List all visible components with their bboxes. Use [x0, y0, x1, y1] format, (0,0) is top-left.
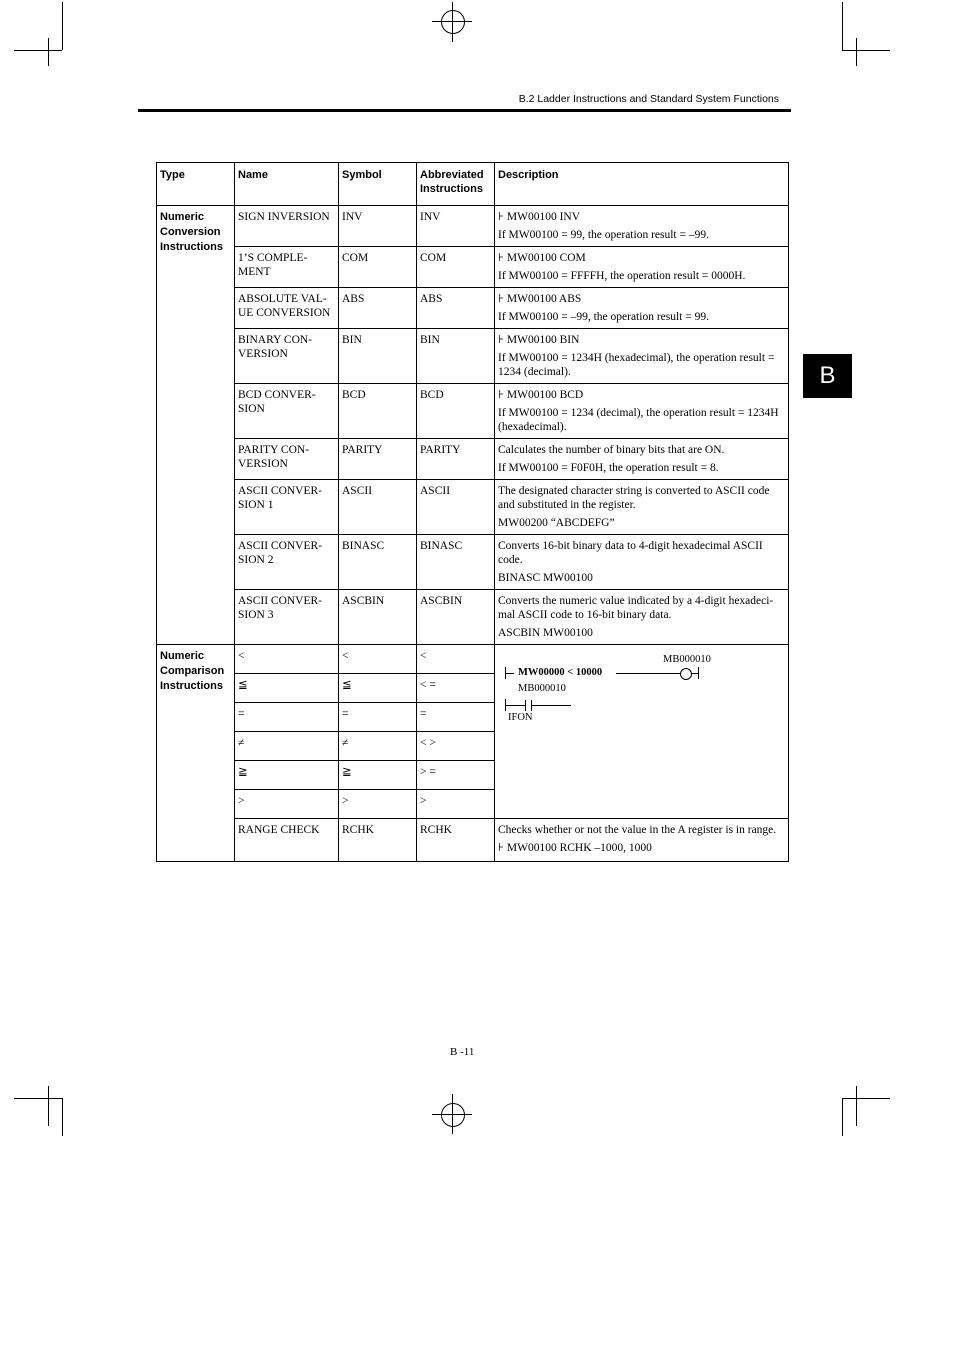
symbol-cell: BIN — [339, 329, 417, 384]
rung-line-2a — [505, 705, 525, 706]
header-rule — [138, 109, 791, 112]
compare-condition: MW00000 < 10000 — [518, 667, 603, 678]
description-line: If MW00100 = 1234 (decimal), the operation result = 1234H (hexadecimal). — [498, 407, 779, 433]
type-cell: Numeric Comparison Instructions — [157, 645, 235, 862]
symbol-cell: INV — [339, 206, 417, 247]
symbol-cell: > — [339, 790, 417, 819]
description-line: The designated character string is converted to ASCII code and substituted in the register. — [498, 485, 770, 511]
name-cell: < — [235, 645, 339, 674]
description-line: If MW00100 = –99, the operation result = 99. — [498, 311, 709, 323]
name-cell: ASCII CONVER-SION 1 — [235, 480, 339, 535]
description-line: Converts 16-bit binary data to 4-digit hexadecimal ASCII code. — [498, 540, 763, 566]
table-row — [157, 590, 789, 645]
registration-mark-bottom — [441, 1103, 465, 1127]
abbr-cell: RCHK — [417, 819, 495, 862]
symbol-cell: PARITY — [339, 439, 417, 480]
symbol-cell: BCD — [339, 384, 417, 439]
rung-line-1c — [691, 673, 698, 674]
abbr-cell: BINASC — [417, 535, 495, 590]
symbol-cell: ASCBIN — [339, 590, 417, 645]
symbol-cell: BINASC — [339, 535, 417, 590]
name-cell: 1’S COMPLE-MENT — [235, 247, 339, 288]
conversion-group — [157, 206, 789, 645]
description-cell — [495, 480, 789, 535]
description-cell — [495, 535, 789, 590]
rung-line-2b — [531, 705, 571, 706]
table-row — [157, 206, 789, 247]
description-line: Converts the numeric value indicated by a 4-digit hexadeci-mal ASCII code to 16-bit binary data. — [498, 595, 774, 621]
name-cell: ASCII CONVER-SION 2 — [235, 535, 339, 590]
symbol-cell: ASCII — [339, 480, 417, 535]
ladder-diagram — [498, 649, 790, 814]
col-header-name: Name — [235, 163, 339, 206]
name-cell: BINARY CON-VERSION — [235, 329, 339, 384]
description-line: ⊦ MW00100 RCHK –1000, 1000 — [498, 842, 652, 854]
table-row — [157, 247, 789, 288]
symbol-cell: ABS — [339, 288, 417, 329]
crop-mark-bl-v2 — [48, 1086, 49, 1126]
table-header-row — [157, 163, 789, 206]
table-row — [157, 384, 789, 439]
description-line: ⊦ MW00100 COM — [498, 252, 586, 264]
description-line: ⊦ MW00100 ABS — [498, 293, 582, 305]
contact-icon-left — [525, 700, 526, 711]
description-line: If MW00100 = F0F0H, the operation result = 8. — [498, 462, 719, 474]
type-cell: Numeric Conversion Instructions — [157, 206, 235, 645]
abbr-cell: PARITY — [417, 439, 495, 480]
description-line: BINASC MW00100 — [498, 572, 593, 584]
name-cell: BCD CONVER-SION — [235, 384, 339, 439]
name-cell: PARITY CON-VERSION — [235, 439, 339, 480]
description-cell — [495, 206, 789, 247]
right-rail-1 — [698, 667, 699, 679]
abbr-cell: = — [417, 703, 495, 732]
coil-label: MB000010 — [663, 654, 711, 665]
table-row — [157, 329, 789, 384]
description-line: ⊦ MW00100 BIN — [498, 334, 580, 346]
name-cell: ≠ — [235, 732, 339, 761]
abbr-cell: > = — [417, 761, 495, 790]
running-header: B.2 Ladder Instructions and Standard System Functions — [518, 93, 779, 105]
description-line: If MW00100 = 99, the operation result = –99. — [498, 229, 709, 241]
rung-line-1a — [505, 673, 514, 674]
abbr-cell: ASCII — [417, 480, 495, 535]
crop-mark-tl-v2 — [48, 38, 49, 66]
table-row — [157, 535, 789, 590]
appendix-tab: B — [803, 354, 852, 398]
symbol-cell: ≧ — [339, 761, 417, 790]
instruction-table — [156, 162, 789, 862]
description-cell — [495, 329, 789, 384]
crop-mark-tl-h — [14, 50, 62, 51]
abbr-cell: COM — [417, 247, 495, 288]
crop-mark-bl-v — [62, 1098, 63, 1136]
crop-mark-tl-v — [62, 2, 63, 50]
ladder-diagram-cell — [495, 645, 789, 819]
symbol-cell: = — [339, 703, 417, 732]
crop-mark-tr-v — [842, 2, 843, 50]
page-number: B -11 — [450, 1046, 475, 1058]
symbol-cell: ≠ — [339, 732, 417, 761]
name-cell: ASCII CONVER-SION 3 — [235, 590, 339, 645]
registration-mark-top-v — [452, 2, 453, 42]
coil-icon — [680, 668, 692, 680]
name-cell: ≦ — [235, 674, 339, 703]
description-line: Calculates the number of binary bits that are ON. — [498, 444, 725, 456]
symbol-cell: RCHK — [339, 819, 417, 862]
comparison-group — [157, 645, 789, 862]
table-row — [157, 439, 789, 480]
symbol-cell: < — [339, 645, 417, 674]
description-cell — [495, 288, 789, 329]
name-cell: = — [235, 703, 339, 732]
description-line: ⊦ MW00100 INV — [498, 211, 581, 223]
abbr-cell: ABS — [417, 288, 495, 329]
abbr-cell: < — [417, 645, 495, 674]
name-cell: ≧ — [235, 761, 339, 790]
name-cell: RANGE CHECK — [235, 819, 339, 862]
description-line: MW00200 “ABCDEFG” — [498, 517, 615, 529]
crop-mark-bl-h — [14, 1098, 62, 1099]
description-cell — [495, 439, 789, 480]
crop-mark-br-v — [842, 1098, 843, 1136]
symbol-cell: COM — [339, 247, 417, 288]
contact-label: MB000010 — [518, 683, 566, 694]
description-cell — [495, 590, 789, 645]
abbr-cell: < = — [417, 674, 495, 703]
crop-mark-tr-h — [842, 50, 890, 51]
col-header-abbr: Abbreviated Instructions — [417, 163, 495, 206]
abbr-cell: ASCBIN — [417, 590, 495, 645]
description-line: If MW00100 = 1234H (hexadecimal), the operation result = 1234 (decimal). — [498, 352, 775, 378]
rung-line-1b — [616, 673, 680, 674]
description-line: ASCBIN MW00100 — [498, 627, 593, 639]
registration-mark-bottom-h — [432, 1114, 472, 1115]
table-row — [157, 480, 789, 535]
table-row — [157, 819, 789, 862]
description-cell — [495, 247, 789, 288]
symbol-cell: ≦ — [339, 674, 417, 703]
col-header-description: Description — [495, 163, 789, 206]
table-row — [157, 288, 789, 329]
table-row — [157, 645, 789, 674]
crop-mark-br-v2 — [856, 1086, 857, 1126]
ifon-label: IFON — [508, 712, 533, 723]
name-cell: ABSOLUTE VAL-UE CONVERSION — [235, 288, 339, 329]
crop-mark-br-h — [842, 1098, 890, 1099]
crop-mark-tr-v2 — [856, 38, 857, 66]
col-header-symbol: Symbol — [339, 163, 417, 206]
abbr-cell: INV — [417, 206, 495, 247]
registration-mark-top-h — [432, 21, 472, 22]
name-cell: > — [235, 790, 339, 819]
abbr-cell: BCD — [417, 384, 495, 439]
description-line: ⊦ MW00100 BCD — [498, 389, 584, 401]
abbr-cell: > — [417, 790, 495, 819]
description-cell — [495, 384, 789, 439]
col-header-type: Type — [157, 163, 235, 206]
description-cell — [495, 819, 789, 862]
name-cell: SIGN INVERSION — [235, 206, 339, 247]
description-line: Checks whether or not the value in the A register is in range. — [498, 824, 777, 836]
abbr-cell: BIN — [417, 329, 495, 384]
registration-mark-top — [441, 10, 465, 34]
description-line: If MW00100 = FFFFH, the operation result = 0000H. — [498, 270, 746, 282]
abbr-cell: < > — [417, 732, 495, 761]
